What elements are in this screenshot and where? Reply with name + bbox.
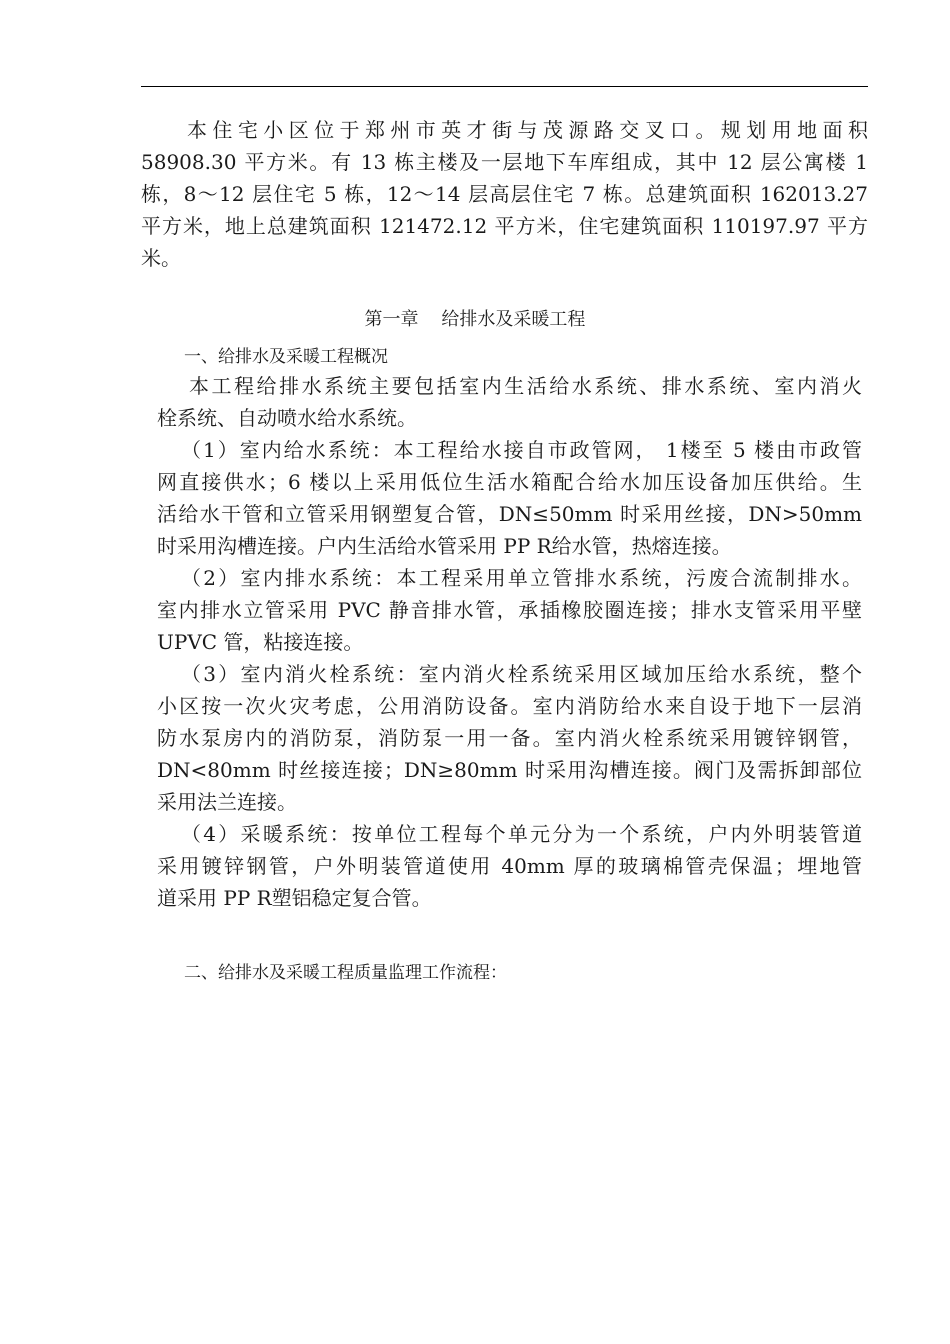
text-line: 道采用 PP R塑铝稳定复合管。 xyxy=(157,886,432,910)
text-line: （4）采暖系统：按单位工程每个单元分为一个系统，户内外明装管道 xyxy=(181,822,862,846)
text-line: 防水泵房内的消防泵，消防泵一用一备。室内消火栓系统采用镀锌钢管， xyxy=(157,726,862,750)
chapter-title: 第一章 给排水及采暖工程 xyxy=(364,309,586,330)
text-line: DN<80mm 时丝接连接；DN≥80mm 时采用沟槽连接。阀门及需拆卸部位 xyxy=(157,758,862,782)
text-line: （2）室内排水系统：本工程采用单立管排水系统，污废合流制排水。 xyxy=(181,566,862,590)
text-line: 采用法兰连接。 xyxy=(157,790,297,814)
text-line: 米。 xyxy=(141,246,181,270)
text-line: （1）室内给水系统：本工程给水接自市政管网， 1楼至 5 楼由市政管 xyxy=(181,438,862,462)
text-line: 栋，8～12 层住宅 5 栋，12～14 层高层住宅 7 栋。总建筑面积 162013.27 xyxy=(141,182,868,206)
text-line: 本工程给排水系统主要包括室内生活给水系统、排水系统、室内消火 xyxy=(189,374,862,398)
section-heading-2: 二、给排水及采暖工程质量监理工作流程： xyxy=(184,963,507,983)
section-heading-1: 一、给排水及采暖工程概况 xyxy=(184,347,388,367)
header-rule xyxy=(141,86,868,87)
text-line: 网直接供水；6 楼以上采用低位生活水箱配合给水加压设备加压供给。生 xyxy=(157,470,862,494)
text-line: 本住宅小区位于郑州市英才街与茂源路交叉口。规划用地面积 xyxy=(187,118,868,142)
text-line: 室内排水立管采用 PVC 静音排水管，承插橡胶圈连接；排水支管采用平壁 xyxy=(157,598,862,622)
text-line: 活给水干管和立管采用钢塑复合管，DN≤50mm 时采用丝接，DN>50mm xyxy=(157,502,862,526)
text-line: 采用镀锌钢管，户外明装管道使用 40mm 厚的玻璃棉管壳保温；埋地管 xyxy=(157,854,862,878)
text-line: UPVC 管，粘接连接。 xyxy=(157,630,364,654)
text-line: 平方米，地上总建筑面积 121472.12 平方米，住宅建筑面积 110197.97 平方 xyxy=(141,214,868,238)
body-text xyxy=(157,370,862,914)
intro-paragraph xyxy=(141,114,868,274)
text-line: 58908.30 平方米。有 13 栋主楼及一层地下车库组成，其中 12 层公寓楼 1 xyxy=(141,150,868,174)
text-line: 小区按一次火灾考虑，公用消防设备。室内消防给水来自设于地下一层消 xyxy=(157,694,862,718)
text-line: 时采用沟槽连接。户内生活给水管采用 PP R给水管，热熔连接。 xyxy=(157,534,732,558)
text-line: 栓系统、自动喷水给水系统。 xyxy=(157,406,417,430)
text-line: （3）室内消火栓系统：室内消火栓系统采用区域加压给水系统，整个 xyxy=(181,662,862,686)
